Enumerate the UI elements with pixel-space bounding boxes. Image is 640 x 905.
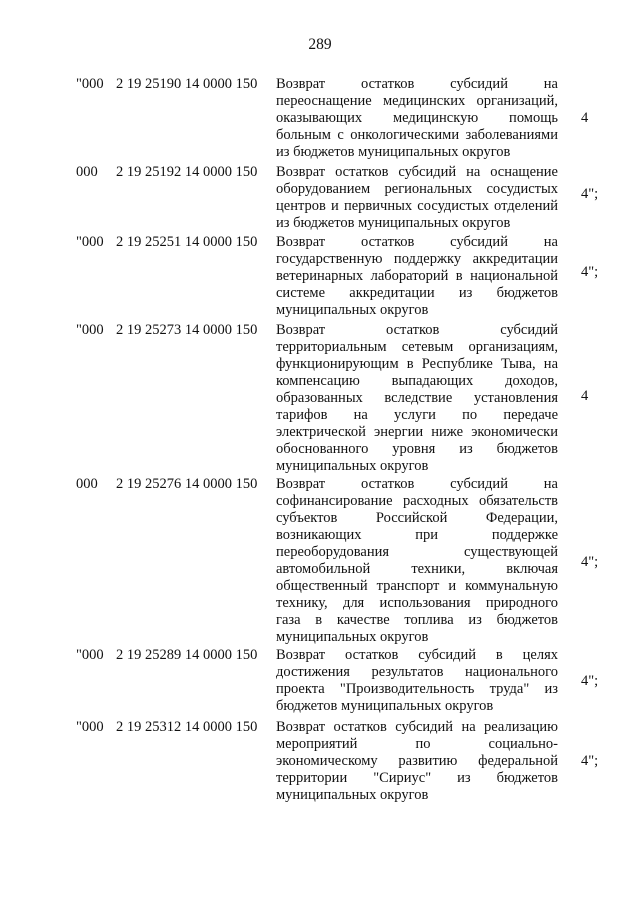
description-line: переоборудования существующей: [276, 544, 558, 560]
description-line: мероприятий по социально-: [276, 736, 558, 752]
description-line: из бюджетов муниципальных округов: [276, 144, 511, 160]
budget-classification-code: 2 19 25192 14 0000 150: [116, 164, 258, 180]
revenue-description: [276, 719, 558, 804]
revenue-description: [276, 76, 558, 161]
group-mark: 4";: [581, 753, 599, 769]
group-mark: 4";: [581, 673, 599, 689]
description-line: компенсацию выпадающих доходов,: [276, 373, 558, 389]
revenue-description: [276, 234, 558, 319]
description-line: газа в качестве топлива из бюджетов: [276, 612, 558, 628]
description-line: технику, для использования природного: [276, 595, 558, 611]
description-line: муниципальных округов: [276, 629, 429, 645]
description-line: системе аккредитации из бюджетов: [276, 285, 558, 301]
administrator-code: "000: [76, 322, 104, 338]
description-line: Возврат остатков субсидий на: [276, 234, 558, 250]
description-line: тарифов на услуги по передаче: [276, 407, 558, 423]
revenue-description: [276, 164, 558, 232]
description-line: достижения результатов национального: [276, 664, 558, 680]
description-line: оборудованием региональных сосудистых: [276, 181, 558, 197]
description-line: образованных вследствие установления: [276, 390, 558, 406]
group-mark: 4: [581, 110, 589, 126]
group-mark: 4";: [581, 264, 599, 280]
administrator-code: "000: [76, 234, 104, 250]
budget-classification-code: 2 19 25273 14 0000 150: [116, 322, 258, 338]
description-line: больным с онкологическими заболеваниями: [276, 127, 558, 143]
description-line: Возврат остатков субсидий на реализацию: [276, 719, 558, 735]
description-line: бюджетов муниципальных округов: [276, 698, 494, 714]
description-line: Возврат остатков субсидий на: [276, 76, 558, 92]
revenue-description: [276, 322, 558, 475]
budget-classification-code: 2 19 25312 14 0000 150: [116, 719, 258, 735]
description-line: софинансирование расходных обязательств: [276, 493, 558, 509]
administrator-code: 000: [76, 164, 98, 180]
revenue-description: [276, 647, 558, 715]
description-line: муниципальных округов: [276, 787, 429, 803]
description-line: территории "Сириус" из бюджетов: [276, 770, 558, 786]
description-line: субъектов Российской Федерации,: [276, 510, 558, 526]
administrator-code: "000: [76, 719, 104, 735]
description-line: возникающих при поддержке: [276, 527, 558, 543]
page-number: 289: [308, 36, 332, 53]
budget-classification-code: 2 19 25190 14 0000 150: [116, 76, 258, 92]
description-line: муниципальных округов: [276, 458, 429, 474]
description-line: функционирующим в Республике Тыва, на: [276, 356, 558, 372]
description-line: центров и первичных сосудистых отделений: [276, 198, 558, 214]
description-line: обоснованного уровня из бюджетов: [276, 441, 558, 457]
budget-classification-code: 2 19 25289 14 0000 150: [116, 647, 258, 663]
budget-classification-code: 2 19 25251 14 0000 150: [116, 234, 258, 250]
description-line: Возврат остатков субсидий на: [276, 476, 558, 492]
group-mark: 4";: [581, 554, 599, 570]
description-line: государственную поддержку аккредитации: [276, 251, 558, 267]
administrator-code: 000: [76, 476, 98, 492]
description-line: Возврат остатков субсидий: [276, 322, 558, 338]
description-line: электрической энергии ниже экономически: [276, 424, 558, 440]
description-line: оказывающих медицинскую помощь: [276, 110, 558, 126]
revenue-description: [276, 476, 558, 646]
description-line: Возврат остатков субсидий на оснащение: [276, 164, 558, 180]
description-line: ветеринарных лабораторий в национальной: [276, 268, 558, 284]
administrator-code: "000: [76, 647, 104, 663]
group-mark: 4: [581, 388, 589, 404]
description-line: экономическому развитию федеральной: [276, 753, 558, 769]
administrator-code: "000: [76, 76, 104, 92]
description-line: проекта "Производительность труда" из: [276, 681, 558, 697]
group-mark: 4";: [581, 186, 599, 202]
description-line: муниципальных округов: [276, 302, 429, 318]
description-line: автомобильной техники, включая: [276, 561, 558, 577]
description-line: территориальным сетевым организациям,: [276, 339, 558, 355]
description-line: переоснащение медицинских организаций,: [276, 93, 558, 109]
description-line: общественный транспорт и коммунальную: [276, 578, 558, 594]
description-line: из бюджетов муниципальных округов: [276, 215, 511, 231]
description-line: Возврат остатков субсидий в целях: [276, 647, 558, 663]
budget-classification-code: 2 19 25276 14 0000 150: [116, 476, 258, 492]
